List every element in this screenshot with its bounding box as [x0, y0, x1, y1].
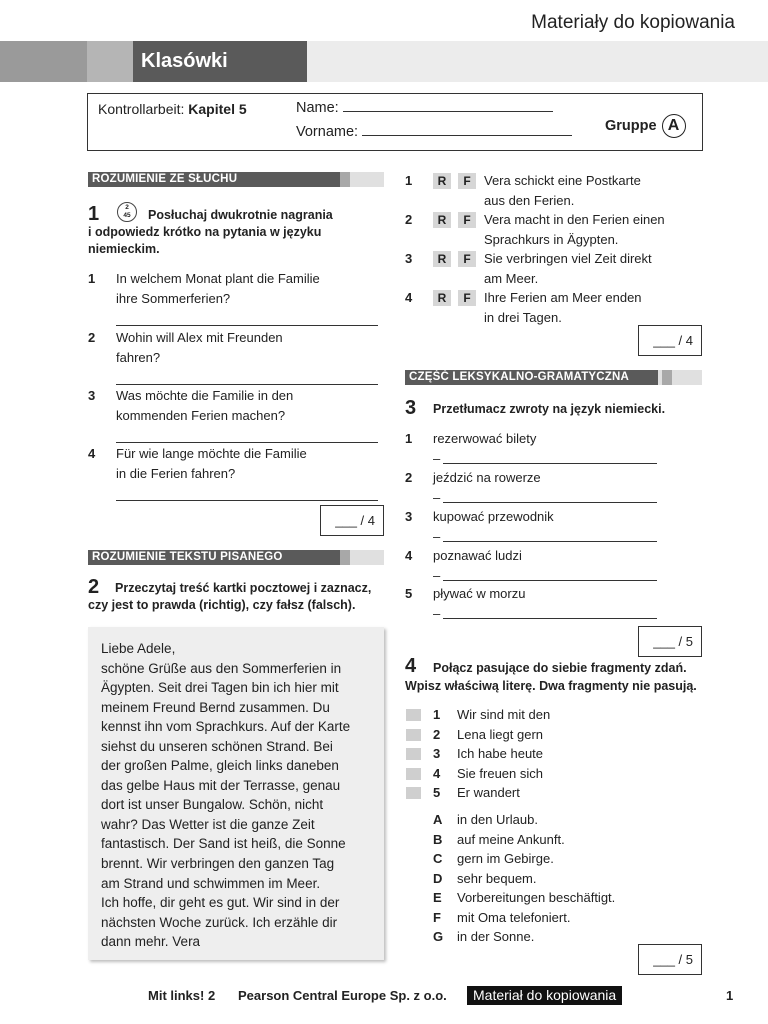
matching-item-number: 2 [433, 727, 441, 742]
option-letter: B [433, 831, 443, 847]
option-text: mit Oma telefoniert. [457, 909, 571, 925]
statement-text-line2: in drei Tagen. [484, 309, 562, 325]
page-top-title: Materiały do kopiowania [531, 12, 735, 33]
answer-line-1[interactable] [116, 325, 378, 326]
statement-text-line2: aus den Ferien. [484, 192, 575, 208]
postcard-line: fantastisch. Der Sand ist heiß, die Sonne [101, 836, 346, 852]
postcard-line: nächsten Woche zurück. Ich erzähle dir [101, 914, 338, 930]
exercise-2-instruction-line2: czy jest to prawda (richtig), czy fałsz (falsch). [88, 598, 356, 612]
postcard-line: Ägypten. Seit drei Tagen bin ich hier mit [101, 680, 339, 696]
score-box-3[interactable]: ___ / 5 [638, 626, 702, 657]
translation-answer-line[interactable] [443, 541, 657, 542]
score-box-1[interactable]: ___ / 4 [320, 505, 384, 536]
postcard-line: dann mehr. Vera [101, 934, 201, 950]
statement-text-line1: Vera schickt eine Postkarte [484, 173, 641, 188]
statement-number: 4 [405, 290, 413, 305]
exercise-number-3: 3 [405, 397, 417, 419]
richtig-checkbox[interactable]: R [433, 173, 451, 189]
translation-answer-line[interactable] [443, 463, 657, 464]
option-text: gern im Gebirge. [457, 851, 554, 866]
richtig-checkbox[interactable]: R [433, 290, 451, 306]
matching-item-text: Lena liegt gern [457, 727, 544, 742]
question-3: 3 Was möchte die Familie in den kommenden Ferien machen? [88, 388, 294, 423]
matching-item-number: 5 [433, 785, 441, 800]
page-footer [0, 986, 768, 1006]
translation-number: 5 [405, 586, 413, 601]
richtig-checkbox[interactable]: R [433, 251, 451, 267]
richtig-checkbox[interactable]: R [433, 212, 451, 228]
exercise-number-2: 2 [88, 576, 100, 598]
translation-answer-line[interactable] [443, 618, 657, 619]
postcard-line: schöne Grüße aus den Sommerferien in [101, 660, 342, 676]
translation-number: 4 [405, 548, 413, 563]
answer-letter-box[interactable] [406, 787, 421, 799]
option-letter: C [433, 851, 443, 866]
title-band-mid [87, 41, 133, 82]
translation-phrase: jeździć na rowerze [433, 470, 541, 485]
translation-number: 2 [405, 470, 413, 485]
group-circle: A [662, 114, 686, 138]
option-letter: G [433, 929, 444, 944]
question-1: 1 In welchem Monat plant die Familie ihre Sommerferien? [88, 271, 320, 306]
statement-text-line1: Vera macht in den Ferien einen [484, 212, 665, 227]
postcard-text-box [88, 627, 384, 960]
footer-material-label: Materiał do kopiowania [467, 986, 622, 1005]
score-box-4[interactable]: ___ / 5 [638, 944, 702, 975]
statement-text-line1: Sie verbringen viel Zeit direkt [484, 251, 652, 266]
postcard-line: dort ist unser Bungalow. Schön, nicht [101, 797, 324, 813]
postcard-line: Ich hoffe, dir geht es gut. Wir sind in der [101, 895, 340, 911]
exercise-number-1: 1 [88, 203, 100, 225]
translation-phrase: rezerwować bilety [433, 431, 537, 446]
postcard-line: am Strand und schwimmen im Meer. [101, 875, 321, 891]
matching-item-text: Sie freuen sich [457, 766, 543, 781]
option-text: in der Sonne. [457, 929, 535, 944]
exercise-1-instruction-line3: niemieckim. [88, 242, 160, 256]
vorname-line[interactable] [362, 124, 572, 136]
answer-line-4[interactable] [116, 500, 378, 501]
option-text: sehr bequem. [457, 870, 537, 886]
option-letter: D [433, 870, 443, 886]
exercise-1-instruction-line2: i odpowiedz krótko na pytania w języku [88, 225, 322, 239]
exercise-3-instruction: Przetłumacz zwroty na język niemiecki. [433, 402, 666, 416]
postcard-line: der großen Palme, gleich links daneben [101, 758, 339, 774]
student-info-box [87, 93, 703, 151]
option-letter: F [433, 909, 441, 925]
translation-number: 1 [405, 431, 413, 446]
translation-number: 3 [405, 509, 413, 524]
statement-text-line2: Sprachkurs in Ägypten. [484, 231, 619, 247]
section-header-listening: ROZUMIENIE ZE SŁUCHU [88, 172, 384, 187]
statement-number: 2 [405, 212, 413, 227]
translation-phrase: pływać w morzu [433, 586, 526, 601]
falsch-checkbox[interactable]: F [458, 251, 476, 267]
vorname-field[interactable]: Vorname: [296, 124, 572, 140]
translation-phrase: kupować przewodnik [433, 509, 554, 524]
footer-publisher: Pearson Central Europe Sp. z o.o. [238, 988, 447, 1003]
exercise-number-4: 4 [405, 655, 417, 677]
option-text: auf meine Ankunft. [457, 831, 565, 847]
statement-number: 1 [405, 173, 413, 188]
section-header-reading: ROZUMIENIE TEKSTU PISANEGO [88, 550, 384, 565]
translation-answer-line[interactable] [443, 580, 657, 581]
falsch-checkbox[interactable]: F [458, 290, 476, 306]
postcard-line: brennt. Wir verbringen den ganzen Tag [101, 856, 335, 872]
question-2: 2 Wohin will Alex mit Freunden fahren? [88, 330, 283, 365]
title-band-dark [0, 41, 87, 82]
option-text: in den Urlaub. [457, 812, 538, 827]
matching-item-text: Wir sind mit den [457, 707, 551, 722]
statement-text-line2: am Meer. [484, 270, 539, 286]
translation-dash: – [433, 450, 441, 466]
postcard-line: meinem Freund Bernd zusammen. Du [101, 699, 330, 715]
answer-letter-box[interactable] [406, 748, 421, 760]
exercise-2-instruction-line1: Przeczytaj treść kartki pocztowej i zaznacz, [115, 581, 372, 595]
matching-item-number: 4 [433, 766, 441, 781]
matching-item-text: Er wandert [457, 785, 520, 800]
page-title: Klasówki [133, 41, 307, 82]
falsch-checkbox[interactable]: F [458, 212, 476, 228]
postcard-line: kennst ihn vom Sprachkurs. Auf der Karte [101, 719, 351, 735]
exercise-1-instruction-line1: Posłuchaj dwukrotnie nagrania [148, 208, 333, 222]
answer-line-2[interactable] [116, 384, 378, 385]
exercise-4-instruction-line1: Połącz pasujące do siebie fragmenty zdań. [433, 661, 687, 675]
option-letter: E [433, 890, 442, 905]
page-number: 1 [726, 988, 734, 1003]
postcard-line: Liebe Adele, [101, 641, 176, 656]
option-text: Vorbereitungen beschäftigt. [457, 890, 616, 905]
matching-item-text: Ich habe heute [457, 746, 544, 761]
translation-answer-line[interactable] [443, 502, 657, 503]
postcard-line: wahr? Das Wetter ist die ganze Zeit [101, 816, 315, 832]
answer-letter-box[interactable] [406, 768, 421, 780]
headphones-icon: 2 45 [117, 202, 137, 222]
matching-item-number: 1 [433, 707, 441, 722]
postcard-line: siehst du unseren schönen Strand. Bei [101, 738, 333, 754]
score-box-2[interactable]: ___ / 4 [638, 325, 702, 356]
statement-text-line1: Ihre Ferien am Meer enden [484, 290, 642, 305]
falsch-checkbox[interactable]: F [458, 173, 476, 189]
answer-line-3[interactable] [116, 442, 378, 443]
postcard-text [101, 639, 376, 952]
translation-dash: – [433, 489, 441, 505]
matching-item-number: 3 [433, 746, 441, 761]
translation-phrase: poznawać ludzi [433, 548, 522, 563]
postcard-line: das gelbe Haus mit der Terrasse, genau [101, 777, 341, 793]
section-header-grammar: CZĘŚĆ LEKSYKALNO-GRAMATYCZNA [405, 370, 702, 385]
option-letter: A [433, 812, 443, 827]
statement-number: 3 [405, 251, 413, 266]
answer-letter-box[interactable] [406, 729, 421, 741]
name-field[interactable]: Name: [296, 100, 553, 116]
exercise-4-instruction-line2: Wpisz właściwą literę. Dwa fragmenty nie pasują. [405, 679, 697, 693]
question-4: 4 Für wie lange möchte die Familie in die Ferien fahren? [88, 446, 307, 481]
name-line[interactable] [343, 100, 553, 112]
test-label: Kontrollarbeit: Kapitel 5 [98, 101, 247, 117]
group-indicator: Gruppe A [605, 114, 686, 138]
translation-dash: – [433, 567, 441, 583]
translation-dash: – [433, 605, 441, 621]
translation-dash: – [433, 528, 441, 544]
answer-letter-box[interactable] [406, 709, 421, 721]
footer-brand: Mit links! 2 [148, 988, 216, 1003]
